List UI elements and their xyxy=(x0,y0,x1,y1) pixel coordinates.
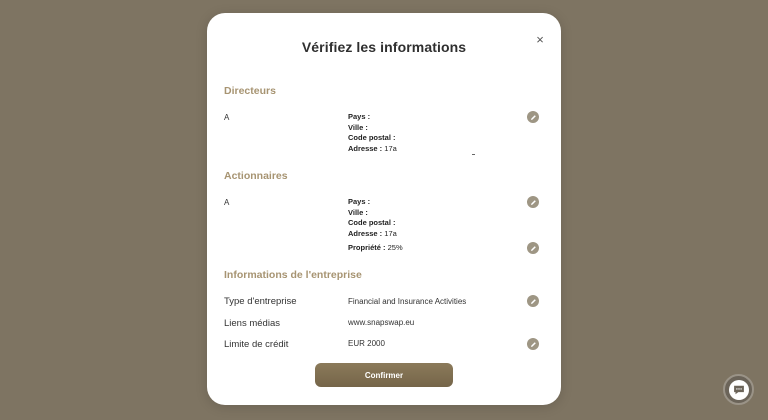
edit-company-type-button[interactable] xyxy=(527,295,539,307)
credit-limit-label: Limite de crédit xyxy=(224,339,289,350)
shareholder-adresse-value: 17a xyxy=(384,228,397,238)
directors-section-title: Directeurs xyxy=(224,85,276,97)
shareholder-name: A xyxy=(224,198,230,207)
shareholder-adresse-label: Adresse : xyxy=(348,228,383,238)
director-name: A xyxy=(224,113,230,122)
director-adresse-label: Adresse : xyxy=(348,143,383,153)
media-links-value: www.snapswap.eu xyxy=(348,318,415,327)
pencil-icon xyxy=(530,199,537,206)
pencil-icon xyxy=(530,114,537,121)
shareholder-code-postal-label: Code postal : xyxy=(348,218,396,227)
shareholders-section-title: Actionnaires xyxy=(224,170,288,182)
propriete-value: 25% xyxy=(387,243,403,252)
shareholder-ownership xyxy=(348,243,403,254)
shareholder-details xyxy=(348,197,397,239)
chat-button[interactable] xyxy=(723,374,754,405)
shareholder-ville-label: Ville : xyxy=(348,207,368,217)
edit-director-button[interactable] xyxy=(527,111,539,123)
pencil-icon xyxy=(530,341,537,348)
close-icon[interactable]: × xyxy=(536,32,544,47)
chat-bubble-icon xyxy=(729,380,749,400)
shareholder-pays-label: Pays : xyxy=(348,197,371,206)
pencil-icon xyxy=(530,298,537,305)
verify-info-modal xyxy=(207,13,561,405)
director-ville-label: Ville : xyxy=(348,122,368,132)
modal-title: Vérifiez les informations xyxy=(301,39,467,55)
director-code-postal-label: Code postal : xyxy=(348,133,396,142)
pencil-icon xyxy=(530,245,537,252)
media-links-label: Liens médias xyxy=(224,318,280,329)
company-section-title: Informations de l'entreprise xyxy=(224,269,362,281)
edit-credit-limit-button[interactable] xyxy=(527,338,539,350)
divider-mark xyxy=(472,154,475,155)
credit-limit-value: EUR 2000 xyxy=(348,339,385,348)
director-adresse-value: 17a xyxy=(384,143,397,153)
director-pays-label: Pays : xyxy=(348,112,371,121)
confirm-button[interactable]: Confirmer xyxy=(315,363,453,387)
edit-ownership-button[interactable] xyxy=(527,242,539,254)
company-type-value: Financial and Insurance Activities xyxy=(348,297,467,306)
propriete-label: Propriété : xyxy=(348,243,386,252)
edit-shareholder-button[interactable] xyxy=(527,196,539,208)
director-details xyxy=(348,112,397,154)
company-type-label: Type d'entreprise xyxy=(224,296,297,307)
